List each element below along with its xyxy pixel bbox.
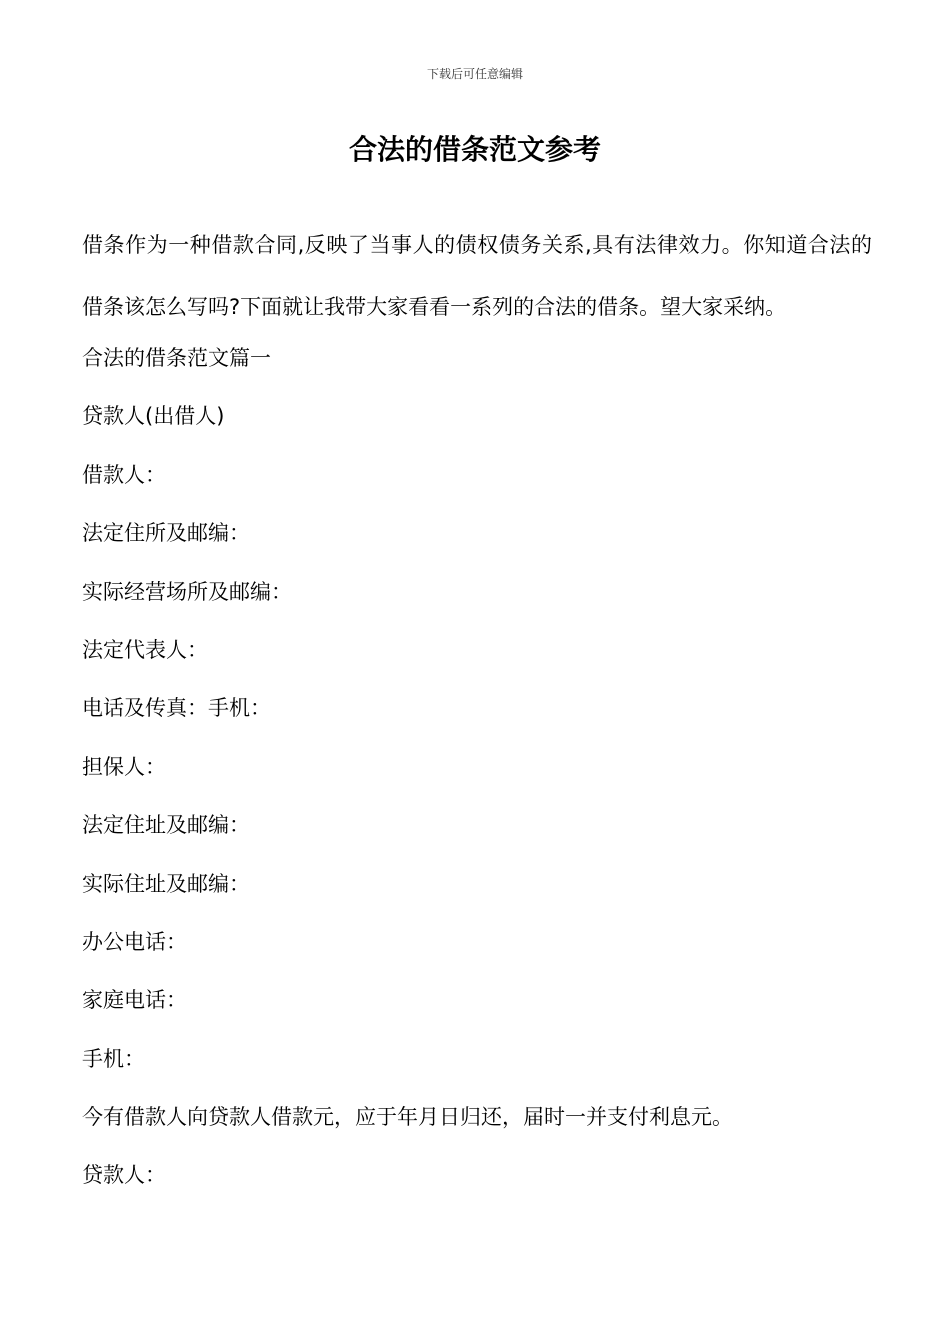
document-line: 法定住址及邮编： bbox=[82, 813, 250, 838]
document-line: 担保人： bbox=[82, 754, 166, 779]
document-line: 贷款人(出借人) bbox=[82, 404, 225, 429]
document-line: 法定住所及邮编： bbox=[82, 521, 250, 546]
document-line: 贷款人： bbox=[82, 1163, 166, 1188]
document-line: 手机： bbox=[82, 1046, 145, 1071]
document-line: 办公电话： bbox=[82, 929, 187, 954]
intro-paragraph: 借条作为一种借款合同,反映了当事人的债权债务关系,具有法律效力。你知道合法的借条该怎么写吗?下面就让我带大家看看一系列的合法的借条。望大家采纳。 bbox=[82, 233, 872, 319]
document-line: 家庭电话： bbox=[82, 988, 187, 1013]
section-heading: 合法的借条范文篇一 bbox=[82, 346, 271, 370]
document-line: 实际经营场所及邮编： bbox=[82, 579, 292, 604]
header-note: 下载后可任意编辑 bbox=[426, 67, 523, 81]
document-line: 法定代表人： bbox=[82, 637, 208, 662]
document-line: 今有借款人向贷款人借款元，应于年月日归还，届时一并支付利息元。 bbox=[82, 1105, 733, 1130]
document-title: 合法的借条范文参考 bbox=[348, 133, 601, 166]
document-line: 借款人： bbox=[82, 462, 166, 487]
document-line: 实际住址及邮编： bbox=[82, 871, 250, 896]
document-line: 电话及传真：手机： bbox=[82, 696, 271, 721]
document-body bbox=[82, 338, 882, 1214]
